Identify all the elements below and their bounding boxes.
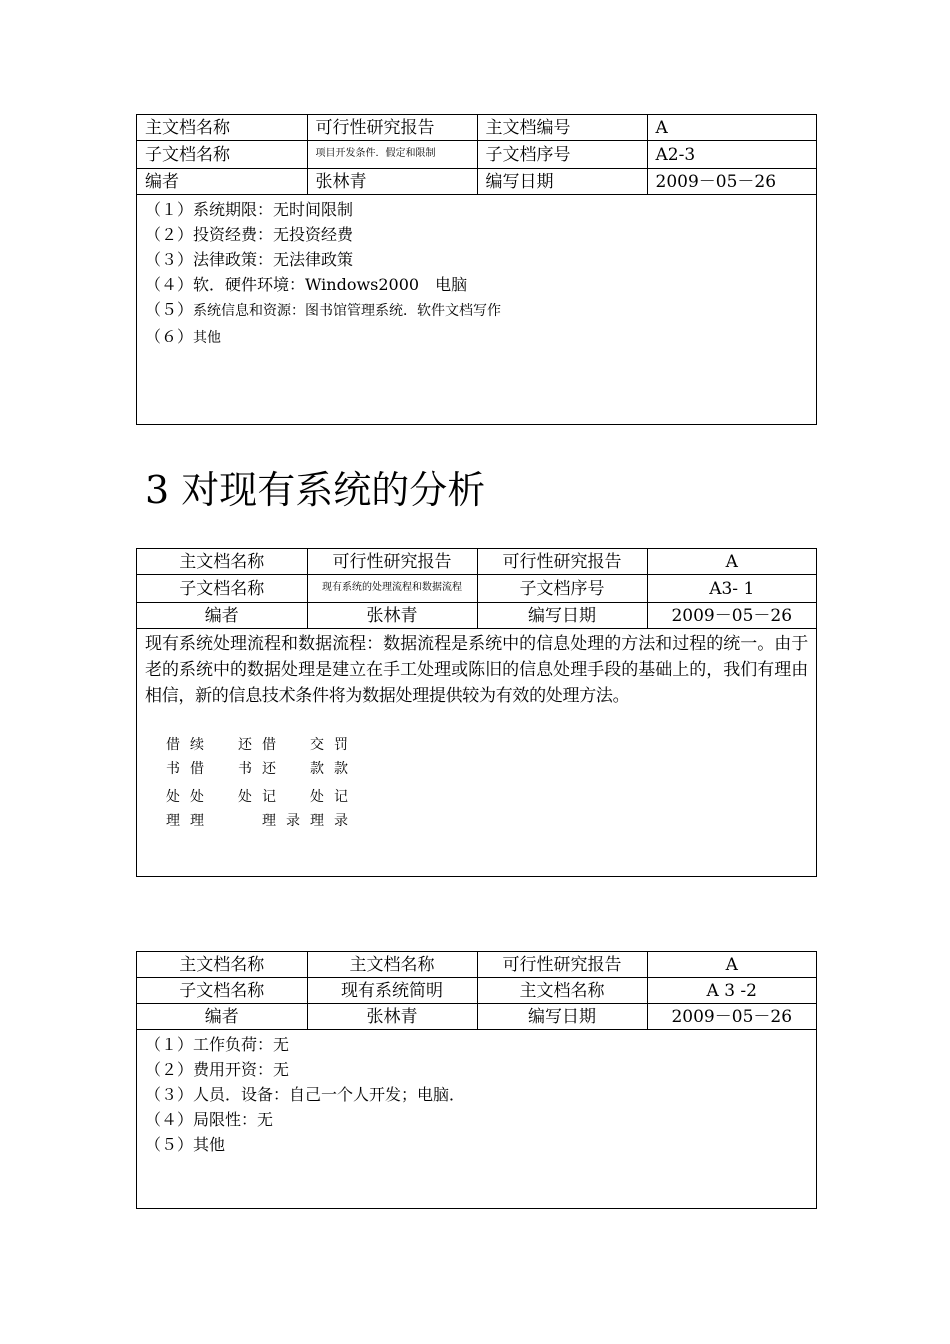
flow-char [281,785,305,809]
value-main-doc-name: 可行性研究报告 [307,115,477,141]
flow-char [281,733,305,757]
flow-char: 还 [238,737,252,753]
flow-char: 记 [334,789,348,805]
table-3-header [137,952,816,1030]
flow-char: 借 [262,737,276,753]
table-2-header [137,549,816,629]
list-item: （３）法律政策：无法律政策 [145,250,354,269]
value-main-doc-name: 主文档名称 [307,952,477,978]
value-date: 2009－05－26 [647,1004,816,1030]
flow-char: 理 [190,813,204,829]
flow-char [209,733,233,757]
label-main-doc-number: 可行性研究报告 [477,952,647,978]
label-main-doc-name: 主文档名称 [137,549,307,575]
flow-char: 交 [310,737,324,753]
flow-char: 处 [166,789,180,805]
table-row [137,115,816,141]
flow-char: 书 [166,761,180,777]
list-item: （１）工作负荷：无 [145,1035,290,1054]
label-sub-doc-seq: 子文档序号 [477,575,647,603]
value-date: 2009－05－26 [647,603,816,629]
flow-char [209,809,233,833]
label-main-doc-name: 主文档名称 [137,952,307,978]
value-editor: 张林青 [307,169,477,195]
list-item: （２）投资经费：无投资经费 [145,225,354,244]
flow-char: 罚 [334,737,348,753]
value-sub-doc-name: 现有系统简明 [307,978,477,1004]
flow-char: 款 [310,761,324,777]
flow-char: 还 [262,761,276,777]
flow-row [161,733,808,757]
process-flow-labels [161,733,808,833]
value-editor: 张林青 [307,603,477,629]
flow-row [161,757,808,781]
label-date: 编写日期 [477,169,647,195]
table-row [137,169,816,195]
table-row [137,603,816,629]
document-table-3 [136,951,817,1209]
table-row [137,549,816,575]
label-date: 编写日期 [477,1004,647,1030]
label-editor: 编者 [137,1004,307,1030]
flow-char: 录 [334,813,348,829]
list-item [145,297,808,324]
value-date: 2009－05－26 [647,169,816,195]
label-main-doc-name: 主文档名称 [137,115,307,141]
flow-char: 记 [262,789,276,805]
value-sub-doc-seq: A2-3 [647,141,816,169]
list-item: （５）其他 [145,1135,226,1154]
body-paragraph: 现有系统处理流程和数据流程：数据流程是系统中的信息处理的方法和过程的统一。由于老的系统中的数据处理是建立在手工处理或陈旧的信息处理手段的基础上的，我们有理由相信，新的信息技术条件将为数据处理提供较为有效的处理方法。 [145,634,808,706]
flow-char: 处 [190,789,204,805]
flow-char: 借 [166,737,180,753]
table-row [137,141,816,169]
value-sub-doc-name: 现有系统的处理流程和数据流程 [307,575,477,603]
flow-char: 理 [310,813,324,829]
label-date: 编写日期 [477,603,647,629]
flow-row [161,785,808,809]
value-editor: 张林青 [307,1004,477,1030]
table-3-body [137,1030,816,1159]
flow-char [233,809,257,833]
list-item-prefix: （６） [145,327,194,346]
flow-row [161,809,808,833]
value-main-doc-number: A [647,115,816,141]
label-editor: 编者 [137,603,307,629]
table-2-body [137,629,816,835]
value-main-doc-number: A [647,549,816,575]
flow-char [209,757,233,781]
section-heading: 3 对现有系统的分析 [145,468,486,512]
label-sub-doc-seq: 主文档名称 [477,978,647,1004]
list-item-prefix: （５） [145,300,194,319]
flow-char: 款 [334,761,348,777]
table-row [137,1004,816,1030]
flow-char: 书 [238,761,252,777]
label-sub-doc-name: 子文档名称 [137,141,307,169]
value-sub-doc-name: 项目开发条件．假定和限制 [307,141,477,169]
table-1-body [137,195,816,353]
list-item-text: 系统信息和资源：图书馆管理系统．软件文档写作 [193,303,502,319]
label-sub-doc-name: 子文档名称 [137,575,307,603]
list-item: （１）系统期限：无时间限制 [145,200,354,219]
value-main-doc-name: 可行性研究报告 [307,549,477,575]
flow-char [281,757,305,781]
value-sub-doc-seq: A 3 -2 [647,978,816,1004]
list-item: （２）费用开资：无 [145,1060,290,1079]
list-item: （３）人员．设备：自己一个人开发；电脑． [145,1085,466,1104]
flow-char: 录 [286,813,300,829]
table-row [137,952,816,978]
list-item-text: 其他 [193,330,222,346]
table-row [137,575,816,603]
list-item: （４）软．硬件环境：Windows2000 电脑 [145,275,468,294]
table-row [137,978,816,1004]
flow-char [209,785,233,809]
list-item: （４）局限性：无 [145,1110,274,1129]
flow-char: 处 [310,789,324,805]
flow-char: 借 [190,761,204,777]
label-main-doc-number: 可行性研究报告 [477,549,647,575]
document-table-2 [136,548,817,877]
table-1-header [137,115,816,195]
list-item [145,324,808,351]
label-editor: 编者 [137,169,307,195]
label-sub-doc-name: 子文档名称 [137,978,307,1004]
flow-char: 理 [262,813,276,829]
value-main-doc-number: A [647,952,816,978]
flow-char: 处 [238,789,252,805]
document-table-1 [136,114,817,425]
flow-char: 续 [190,737,204,753]
label-sub-doc-seq: 子文档序号 [477,141,647,169]
label-main-doc-number: 主文档编号 [477,115,647,141]
value-sub-doc-seq: A3- 1 [647,575,816,603]
flow-char: 理 [166,813,180,829]
